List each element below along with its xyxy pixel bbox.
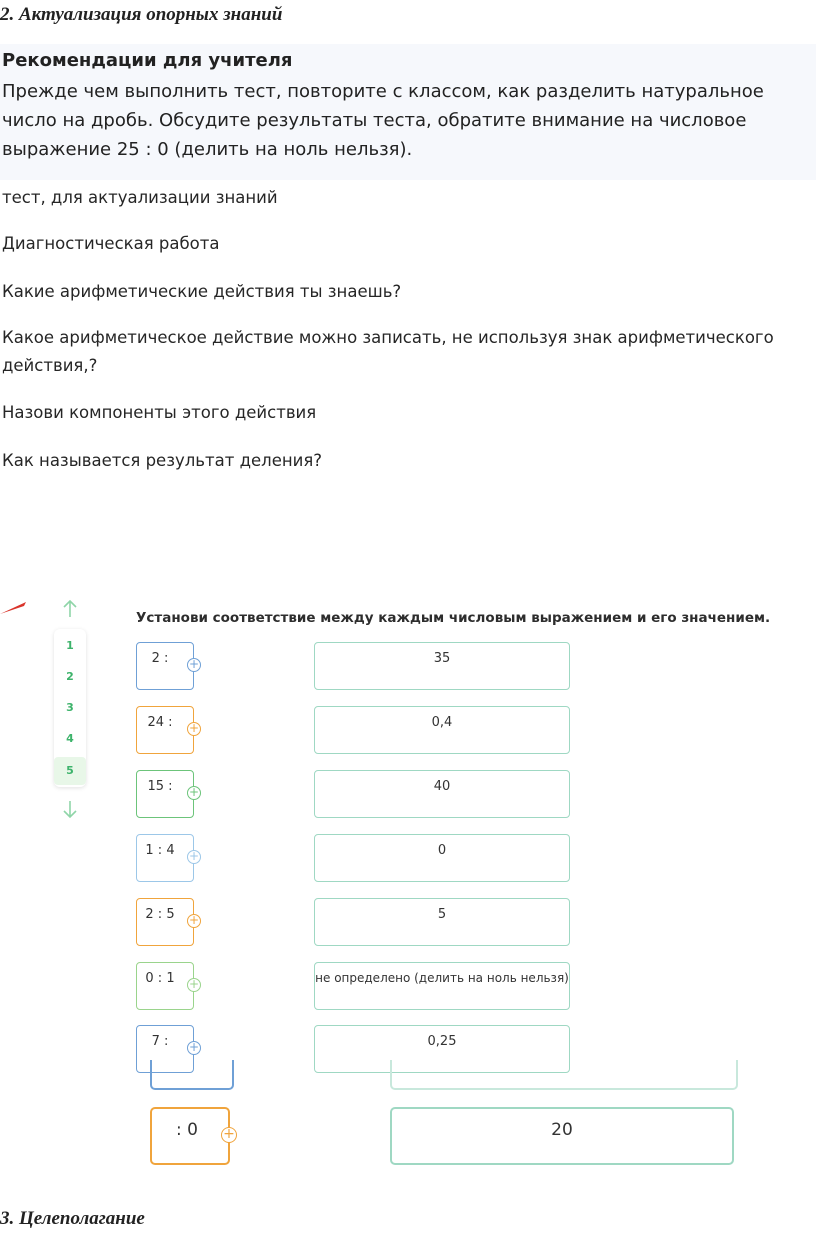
paragraph: Как называется результат деления? — [2, 451, 323, 470]
value-card[interactable]: 0,4 — [314, 706, 570, 754]
nav-item-3[interactable]: 3 — [66, 701, 74, 714]
plus-icon[interactable]: + — [188, 977, 200, 991]
plus-icon[interactable]: + — [188, 913, 200, 927]
section-3-heading: 3. Целеполагание — [0, 1208, 145, 1229]
expression-card[interactable]: 1 : 4 + — [136, 834, 194, 882]
value-card-partial — [390, 1060, 738, 1090]
value-card[interactable]: не определено (делить на ноль нельзя) — [314, 962, 570, 1010]
paragraph: Назови компоненты этого действия — [2, 403, 317, 422]
paragraph: Какое арифметическое действие можно записать, не используя знак арифметического действия,? — [2, 328, 774, 375]
paragraph: Диагностическая работа — [2, 234, 220, 253]
plus-icon[interactable]: + — [221, 1127, 237, 1143]
value-card[interactable]: 35 — [314, 642, 570, 690]
plus-icon[interactable]: + — [188, 849, 200, 863]
paragraph: Какие арифметические действия ты знаешь? — [2, 282, 402, 301]
value-card[interactable]: 20 — [390, 1107, 734, 1165]
task-title: Установи соответствие между каждым числовым выражением и его значением. — [136, 610, 771, 626]
plus-icon[interactable]: + — [188, 785, 200, 799]
expression-card[interactable]: 2 : 5 + — [136, 898, 194, 946]
nav-item-5[interactable]: 5 — [54, 757, 86, 785]
value-card[interactable]: 0,25 — [314, 1025, 570, 1073]
nav-item-1[interactable]: 1 — [66, 639, 74, 652]
expression-card[interactable]: 15 : + — [136, 770, 194, 818]
plus-icon[interactable]: + — [188, 1040, 200, 1054]
arrow-up-icon[interactable] — [60, 598, 80, 620]
expression-card[interactable]: 24 : + — [136, 706, 194, 754]
question-nav — [54, 629, 86, 787]
recommendation-text: Прежде чем выполнить тест, повторите с классом, как разделить натуральное число на дробь. Обсудите результаты теста, обратите внимание на числовое выражение 25 : 0 (делить на ноль нельзя). — [2, 81, 764, 160]
expression-card[interactable]: 7 : + — [136, 1025, 194, 1073]
red-pointer-icon — [0, 598, 28, 618]
paragraph: тест, для актуализации знаний — [2, 188, 278, 207]
value-card[interactable]: 0 — [314, 834, 570, 882]
value-card[interactable]: 40 — [314, 770, 570, 818]
expression-card[interactable]: 2 : + — [136, 642, 194, 690]
recommendation-title: Рекомендации для учителя — [2, 50, 293, 71]
plus-icon[interactable]: + — [188, 721, 200, 735]
arrow-down-icon[interactable] — [60, 798, 80, 820]
nav-item-4[interactable]: 4 — [66, 732, 74, 745]
expression-card-partial — [150, 1060, 234, 1090]
plus-icon[interactable]: + — [188, 657, 200, 671]
expression-card[interactable]: : 0 — [150, 1107, 230, 1165]
expression-card[interactable]: 0 : 1 + — [136, 962, 194, 1010]
nav-item-2[interactable]: 2 — [66, 670, 74, 683]
value-card[interactable]: 5 — [314, 898, 570, 946]
section-2-heading: 2. Актуализация опорных знаний — [0, 4, 283, 25]
